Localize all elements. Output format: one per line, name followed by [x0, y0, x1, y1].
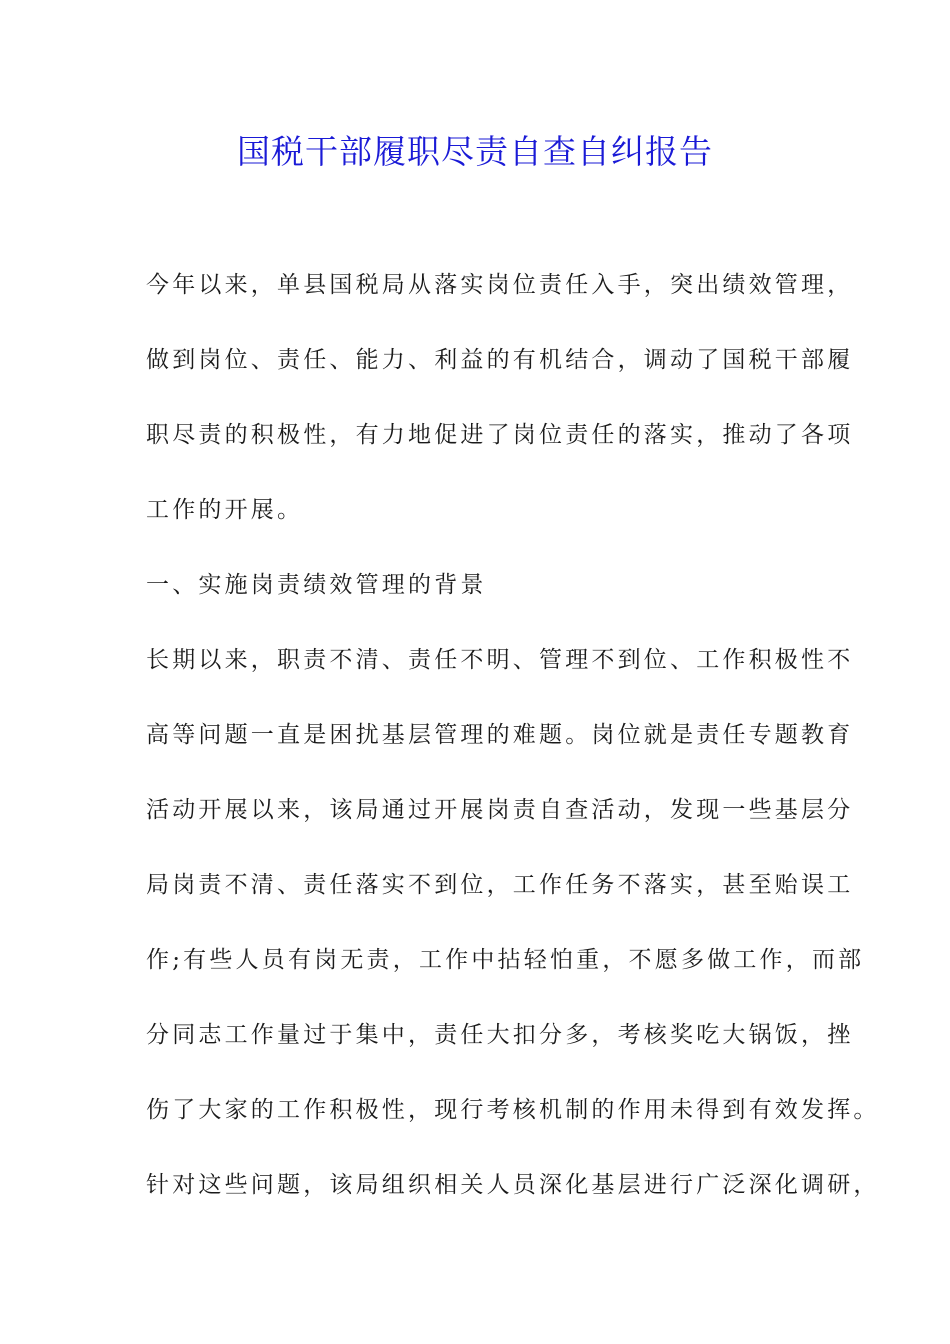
- text-line: 职尽责的积极性，有力地促进了岗位责任的落实，推动了各项: [146, 422, 854, 448]
- document-title: 国税干部履职尽责自查自纠报告: [237, 132, 713, 171]
- text-line: 局岗责不清、责任落实不到位，工作任务不落实，甚至贻误工: [146, 872, 854, 898]
- text-line: 长期以来，职责不清、责任不明、管理不到位、工作积极性不: [146, 647, 854, 673]
- document-body: [146, 260, 880, 1235]
- text-line: 伤了大家的工作积极性，现行考核机制的作用未得到有效发挥。: [146, 1097, 880, 1123]
- text-line: 活动开展以来，该局通过开展岗责自查活动，发现一些基层分: [146, 797, 854, 823]
- text-line: 作;有些人员有岗无责，工作中拈轻怕重，不愿多做工作，而部: [146, 947, 865, 973]
- text-line: 高等问题一直是困扰基层管理的难题。岗位就是责任专题教育: [146, 722, 854, 748]
- text-line: 做到岗位、责任、能力、利益的有机结合，调动了国税干部履: [146, 347, 854, 373]
- text-line: 今年以来，单县国税局从落实岗位责任入手，突出绩效管理，: [146, 272, 854, 298]
- text-line: 分同志工作量过于集中，责任大扣分多，考核奖吃大锅饭，挫: [146, 1022, 854, 1048]
- text-line: 针对这些问题，该局组织相关人员深化基层进行广泛深化调研，: [146, 1172, 880, 1198]
- section-heading: 一、实施岗责绩效管理的背景: [146, 572, 487, 598]
- text-line: 工作的开展。: [146, 497, 304, 523]
